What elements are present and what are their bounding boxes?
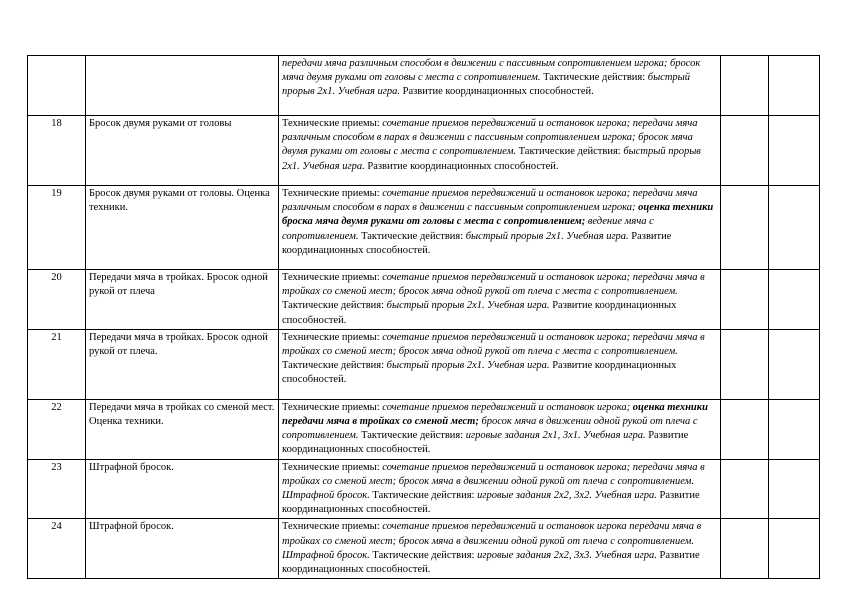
lesson-content <box>279 329 721 399</box>
content-segment: Технические приемы: <box>282 331 383 343</box>
content-segment: Технические приемы: <box>282 401 383 413</box>
empty-cell <box>769 459 820 519</box>
content-segment: Тактические действия: <box>358 230 466 242</box>
table-row <box>28 270 820 330</box>
content-segment: игровые задания 2х2, 3х2. Учебная игра. <box>477 490 657 502</box>
lesson-topic: Бросок двумя руками от головы. Оценка техники. <box>86 186 279 270</box>
empty-cell <box>769 329 820 399</box>
content-segment: бросок мяча в движении одной рукой от плеча с сопротивлением. <box>282 416 698 442</box>
lesson-number: 18 <box>28 116 86 186</box>
content-segment: оценка техники броска мяча двумя руками от головы с места с сопротивлением; <box>282 202 714 228</box>
table-row <box>28 399 820 459</box>
content-segment: Развитие координационных способностей. <box>364 160 559 172</box>
content-segment: игровые задания 2х1, 3х1. Учебная игра. <box>465 430 646 442</box>
content-segment: сочетание приемов передвижений и остановок игрока; <box>382 401 633 413</box>
content-segment: Развитие координационных способностей. <box>400 86 594 98</box>
lesson-number <box>28 56 86 116</box>
content-segment: Тактические действия: <box>516 146 624 158</box>
lesson-plan-table <box>27 55 820 579</box>
table-row <box>28 116 820 186</box>
content-segment: быстрый прорыв 2х1. Учебная игра. <box>386 300 550 312</box>
content-segment: сочетание приемов передвижений и остановок игрока; передачи мяча различным способом в парах в движении с пассивным сопротивлением игрока; бросок мяча двумя руками от головы с места с сопротивлением. <box>282 118 698 158</box>
empty-cell <box>769 186 820 270</box>
empty-cell <box>769 270 820 330</box>
content-segment: Технические приемы: <box>282 272 383 283</box>
lesson-number: 20 <box>28 270 86 330</box>
content-segment: передачи мяча различным способом в движении с пассивным сопротивлением игрока; бросок мяча двумя руками от головы с места с сопротивлением. <box>282 58 701 84</box>
lesson-topic: Передачи мяча в тройках. Бросок одной рукой от плеча. <box>86 329 279 399</box>
lesson-topic <box>86 56 279 116</box>
content-segment: сочетание приемов передвижений и остановок игрока; передачи мяча в тройках со сменой мест; бросок мяча одной рукой от плеча с места с сопротивлением. <box>282 272 705 298</box>
content-segment: быстрый прорыв 2х1. Учебная игра. <box>282 72 691 98</box>
empty-cell <box>721 270 769 330</box>
empty-cell <box>721 116 769 186</box>
content-segment: сочетание приемов передвижений и остановок игрока; передачи мяча различным способом в парах в движении с пассивным сопротивлением игрока; <box>282 188 698 214</box>
table-row <box>28 186 820 270</box>
lesson-content <box>279 399 721 459</box>
content-segment: Тактические действия: <box>282 360 387 372</box>
content-segment: быстрый прорыв 2х1. Учебная игра. <box>386 360 550 372</box>
content-segment: Тактические действия: <box>282 300 387 312</box>
empty-cell <box>769 399 820 459</box>
lesson-topic: Штрафной бросок. <box>86 459 279 519</box>
content-segment: Развитие координационных способностей. <box>282 490 700 516</box>
table-row <box>28 519 820 579</box>
content-segment: Тактические действия: <box>540 72 648 84</box>
content-segment: Тактические действия: <box>358 430 466 442</box>
lesson-topic: Штрафной бросок. <box>86 519 279 579</box>
content-segment: игровые задания 2х2, 3х3. Учебная игра. <box>477 549 657 561</box>
empty-cell <box>721 329 769 399</box>
content-segment: быстрый прорыв 2х1. Учебная игра. <box>282 146 701 172</box>
empty-cell <box>769 56 820 116</box>
content-segment: оценка техники передачи мяча в тройках со сменой мест; <box>282 401 708 428</box>
lesson-content <box>279 519 721 579</box>
content-segment: сочетание приемов передвижений и остановок игрока; передачи мяча в тройках со сменой мест; бросок мяча в движении одной рукой от плеча с сопротивлением. Штрафной бросок. <box>282 461 705 502</box>
content-segment: быстрый прорыв 2х1. Учебная игра. <box>465 230 629 242</box>
content-segment: Технические приемы: <box>282 118 383 129</box>
empty-cell <box>721 519 769 579</box>
content-segment: Развитие координационных способностей. <box>282 549 700 576</box>
content-segment: Развитие координационных способностей. <box>282 230 672 256</box>
lesson-topic: Бросок двумя руками от головы <box>86 116 279 186</box>
lesson-content <box>279 56 721 116</box>
content-segment: Тактические действия: <box>369 490 478 502</box>
table-row <box>28 459 820 519</box>
empty-cell <box>721 399 769 459</box>
lesson-content <box>279 270 721 330</box>
lesson-number: 19 <box>28 186 86 270</box>
content-segment: Технические приемы: <box>282 521 383 533</box>
empty-cell <box>769 519 820 579</box>
lesson-plan-body <box>28 56 820 579</box>
content-segment: сочетание приемов передвижений и остановок игрока; передачи мяча в тройках со сменой мест; бросок мяча одной рукой от плеча с места с сопротивлением. <box>282 331 705 358</box>
content-segment: Развитие координационных способностей. <box>282 300 677 326</box>
content-segment: Развитие координационных способностей. <box>282 430 689 456</box>
lesson-number: 23 <box>28 459 86 519</box>
lesson-topic: Передачи мяча в тройках со сменой мест. Оценка техники. <box>86 399 279 459</box>
content-segment: Технические приемы: <box>282 461 383 473</box>
lesson-number: 21 <box>28 329 86 399</box>
content-segment: сочетание приемов передвижений и остановок игрока передачи мяча в тройках со сменой мест; бросок мяча в движении одной рукой от плеча с сопротивлением. Штрафной бросок. <box>282 521 702 561</box>
lesson-number: 24 <box>28 519 86 579</box>
empty-cell <box>721 459 769 519</box>
empty-cell <box>721 56 769 116</box>
lesson-topic: Передачи мяча в тройках. Бросок одной рукой от плеча <box>86 270 279 330</box>
empty-cell <box>769 116 820 186</box>
lesson-content <box>279 186 721 270</box>
lesson-number: 22 <box>28 399 86 459</box>
lesson-content <box>279 116 721 186</box>
table-row <box>28 329 820 399</box>
content-segment: Тактические действия: <box>369 549 478 561</box>
content-segment: ведение мяча с сопротивлением. <box>282 216 654 242</box>
empty-cell <box>721 186 769 270</box>
lesson-content <box>279 459 721 519</box>
content-segment: Развитие координационных способностей. <box>282 360 677 386</box>
content-segment: Технические приемы: <box>282 188 383 199</box>
table-row <box>28 56 820 116</box>
